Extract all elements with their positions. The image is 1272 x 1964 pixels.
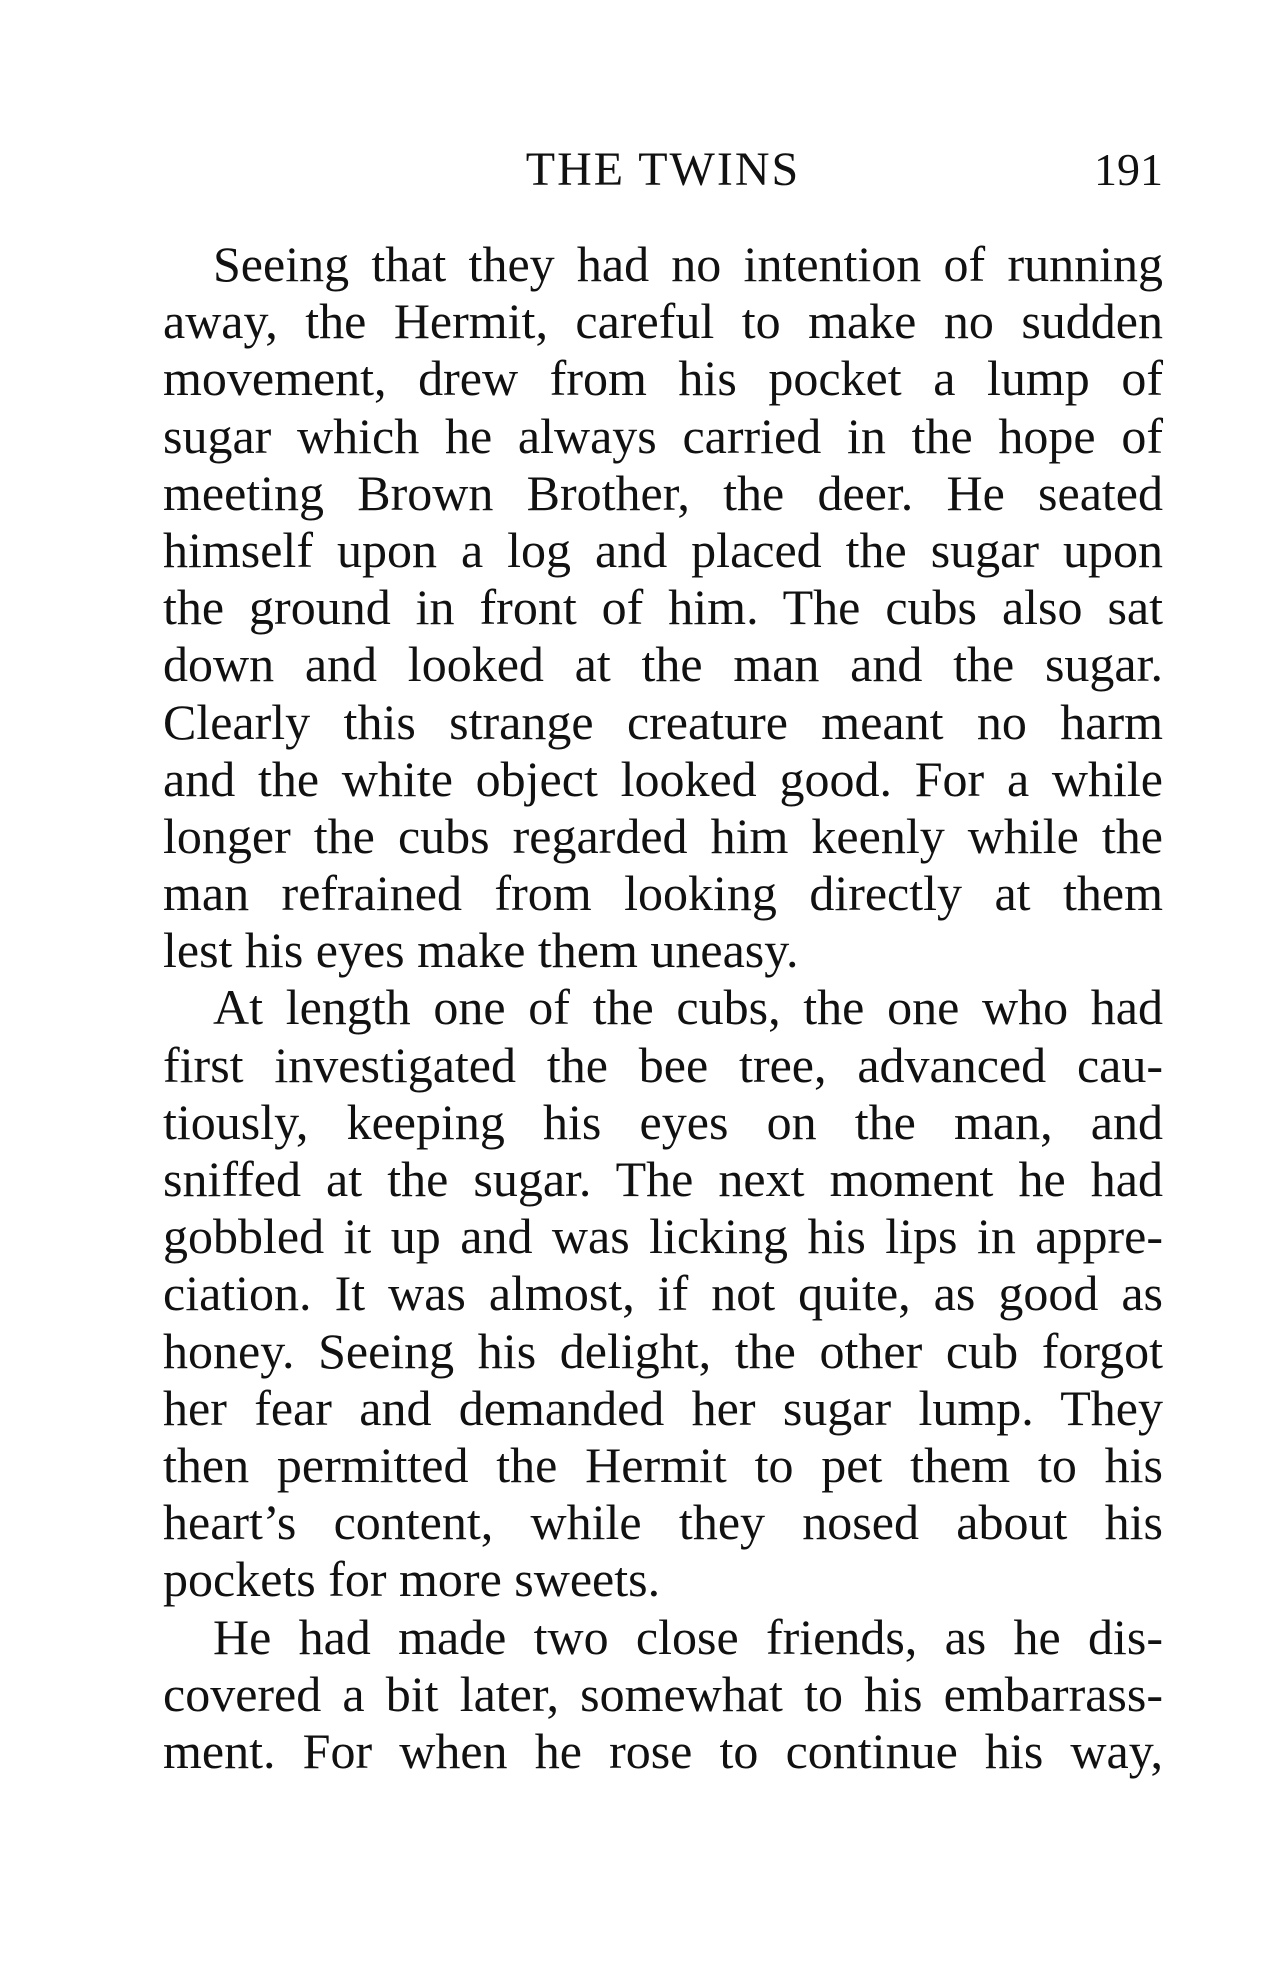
body-text — [163, 236, 1163, 1780]
text-line: sugar which he always carried in the hope of — [163, 407, 1163, 464]
running-title: THE TWINS — [525, 143, 801, 196]
page-number: 191 — [1094, 144, 1163, 195]
text-line: heart’s content, while they nosed about his — [163, 1494, 1163, 1551]
text-line: Seeing that they had no intention of running — [213, 236, 1163, 292]
text-line: first investigated the bee tree, advanced cau- — [163, 1036, 1163, 1093]
text-line: Clearly this strange creature meant no harm — [163, 693, 1163, 750]
text-line: and the white object looked good. For a while — [163, 750, 1163, 807]
text-line: sniffed at the sugar. The next moment he had — [163, 1151, 1163, 1207]
text-line: covered a bit later, somewhat to his embarrass- — [163, 1665, 1163, 1722]
text-line: away, the Hermit, careful to make no sudden — [163, 293, 1163, 350]
text-line: then permitted the Hermit to pet them to his — [163, 1436, 1163, 1493]
paragraph-1 — [163, 236, 1163, 979]
text-line: movement, drew from his pocket a lump of — [163, 350, 1163, 407]
text-line: the ground in front of him. The cubs also sat — [163, 579, 1163, 636]
text-line: ment. For when he rose to continue his way, — [163, 1722, 1163, 1779]
text-line: ciation. It was almost, if not quite, as good as — [163, 1265, 1163, 1322]
text-line: lest his eyes make them uneasy. — [163, 922, 799, 979]
text-line: At length one of the cubs, the one who had — [213, 979, 1163, 1036]
text-line: gobbled it up and was licking his lips in appre- — [163, 1208, 1163, 1265]
paragraph-3 — [163, 1609, 1163, 1781]
text-line: himself upon a log and placed the sugar upon — [163, 521, 1163, 578]
running-head — [163, 140, 1163, 200]
text-line: He had made two close friends, as he dis- — [213, 1608, 1163, 1665]
text-line: tiously, keeping his eyes on the man, and — [163, 1093, 1163, 1150]
text-line: honey. Seeing his delight, the other cub forgot — [163, 1322, 1163, 1379]
text-line: down and looked at the man and the sugar. — [163, 636, 1163, 693]
text-line: meeting Brown Brother, the deer. He seated — [163, 464, 1163, 521]
text-line: longer the cubs regarded him keenly while the — [163, 807, 1163, 864]
paragraph-2 — [163, 979, 1163, 1608]
text-line: her fear and demanded her sugar lump. They — [163, 1379, 1163, 1436]
text-line: pockets for more sweets. — [163, 1551, 661, 1608]
text-line: man refrained from looking directly at them — [163, 865, 1163, 922]
